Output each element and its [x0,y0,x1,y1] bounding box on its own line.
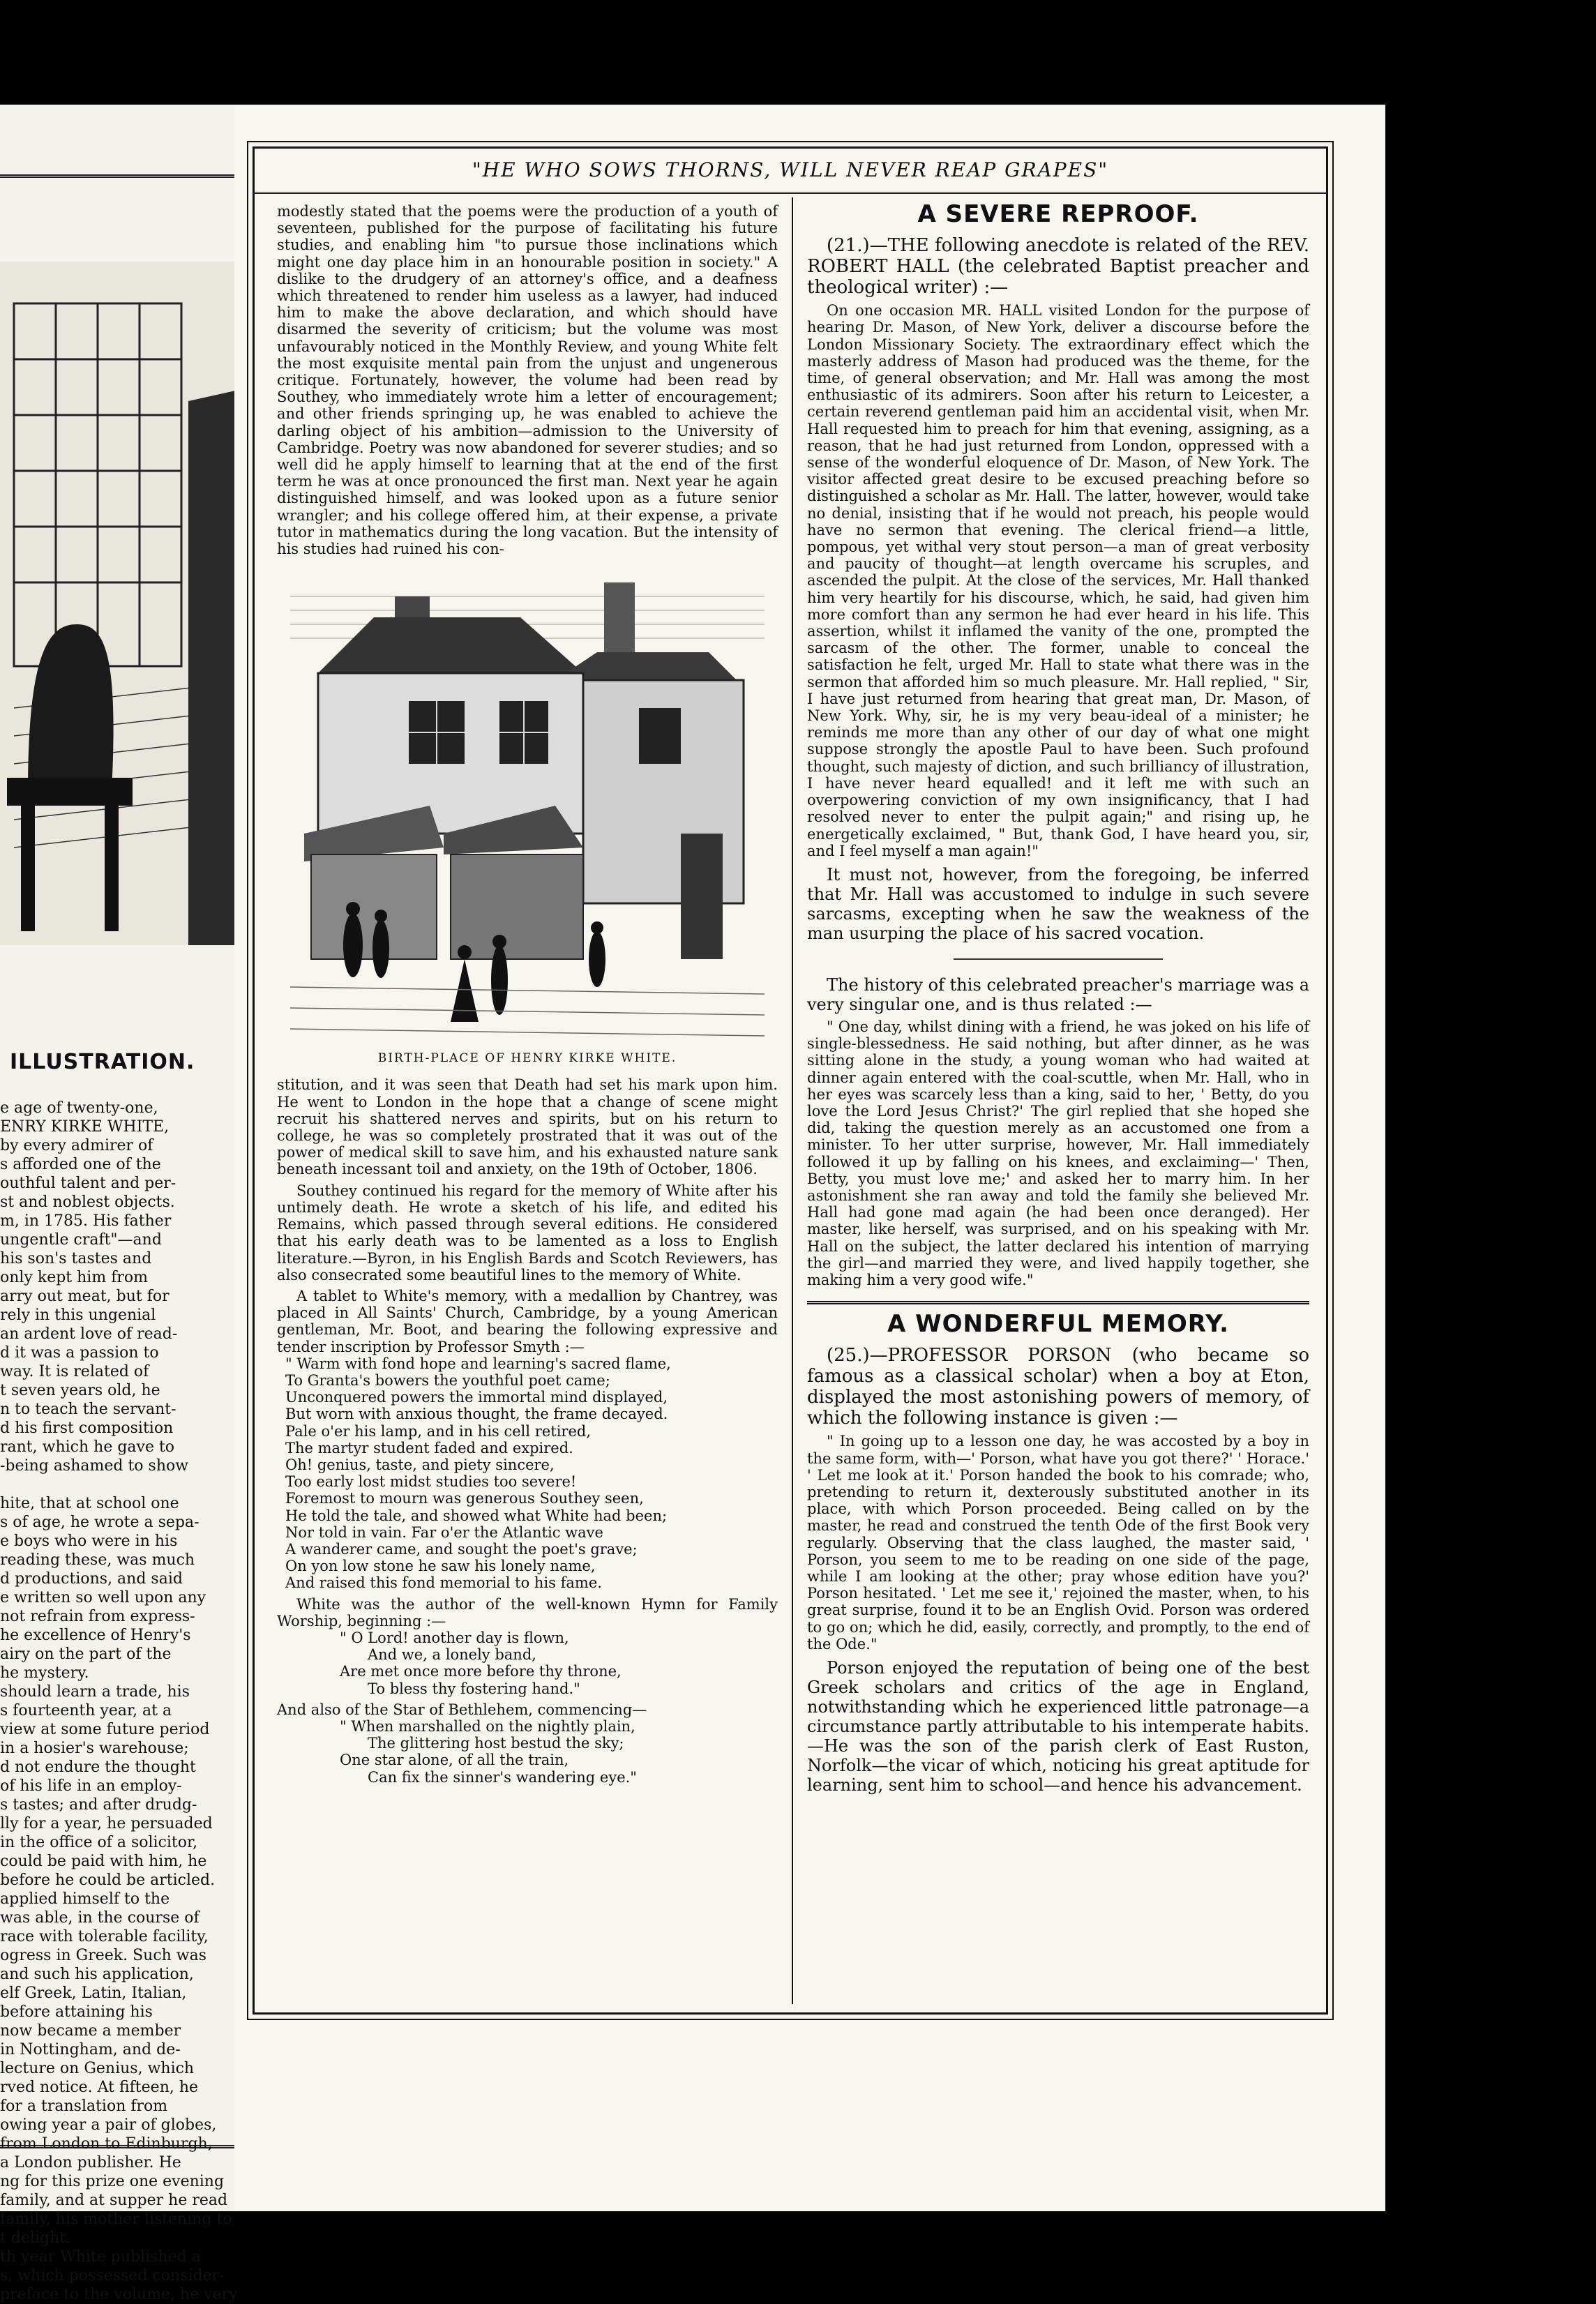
left-page-line: outhful talent and per- [0,1175,176,1192]
left-page-line: rant, which he gave to [0,1438,175,1456]
severe-reproof-story: On one occasion MR. HALL visited London for the purpose of hearing Dr. Mason, of New York, deliver a discourse before the London Missionary Society. The extraordinary effect which the masterly address of Mason had produced was the theme, for the time, of general observation; and Mr. Hall was among the most enthusiastic of its admirers. Soon after his return to Leicester, a certain reverend gentleman paid him an accidental visit, when Mr. Hall requested him to preach for him that evening, assigning, as a reason, that he had just returned from London, oppressed with a sense of the wonderful eloquence of Dr. Mason, of New York. The visitor affected great desire to be excused preaching before so distinguished a scholar as Mr. Hall. The latter, however, would take no denial, insisting that if he would not preach, his people would have no sermon that evening. The clerical friend—a little, pompous, yet withal very stout person—a man of great verbosity and paucity of thought—at length overcame his scruples, and ascended the pulpit. At the close of the services, Mr. Hall thanked him very heartily for his discourse, which, he said, had given him more comfort than any sermon he had ever heard in his life. This assertion, whilst it inflamed the vanity of the one, prompted the sarcasm of the other. The former, unable to conceal the satisfaction he felt, urged Mr. Hall to state what there was in the sermon that afforded him so much pleasure. Mr. Hall replied, " Sir, I have just returned from hearing that great man, Dr. Mason, of New York. Why, sir, he is my very beau-ideal of a minister; he reminds me more than any other of our day of what one might suppose strongly the apostle Paul to have been. Such profound thought, such majesty of diction, and such brilliancy of illustration, I have never heard equalled! and it left me with such an overpowering conviction of my own insignificancy, that I had resolved never to enter the pulpit again;" and rising up, he energetically exclaimed, " But, thank God, I have heard you, sir, and I feel myself a man again!" [807,302,1309,859]
white-bio-paragraph-2: stitution, and it was seen that Death had set his mark upon him. He went to London in the hope that a change of scene might recruit his shattered nerves and spirits, but on his return to college, he was so completely prostrated that it was out of the power of medical skill to save him, and his exhausted nature sank beneath incessant toil and anxiety, on the 19th of October, 1806. [277,1076,778,1178]
left-page-line: e age of twenty-one, [0,1099,158,1117]
poem-line: The martyr student faded and expired. [285,1439,573,1456]
left-page-line: before he could be articled. [0,1872,216,1889]
left-page-line: and such his application, [0,1966,194,1983]
birthplace-engraving [290,569,765,1043]
marriage-story: " One day, whilst dining with a friend, he was joked on his life of single-blessedness. He said nothing, but after dinner, as he was sitting alone in the study, a young woman who had waited at dinner again entered with the coal-scuttle, when Mr. Hall, who in her eyes was scarcely less than a king, said to her, ' Betty, do you love the Lord Jesus Christ?' The girl replied that she hoped she did, taking the question merely as an accustomed one from a minister. To her utter surprise, however, Mr. Hall immediately followed it up by falling on his knees, and exclaiming—' Then, Betty, you must love me;' and asked her to marry him. In her astonishment she ran away and told the family she believed Mr. Hall had gone mad again (he had been once deranged). Her master, like herself, was surprised, and on his speaking with Mr. Hall on the subject, the latter declared his intention of marrying the girl—and married they were, and lived happily together, she making him a very good wife." [807,1018,1309,1288]
left-page-heading: ILLUSTRATION. [10,1050,195,1074]
white-bio-paragraph-3: Southey continued his regard for the memory of White after his untimely death. He wrote a sketch of his life, and edited his Remains, which passed through several editions. He considered that his early death was to be lamented as a loss to English literature.—Byron, in his English Bards and Scotch Reviewers, has also consecrated some beautiful lines to the memory of White. [277,1182,778,1283]
left-page-line: d not endure the thought [0,1759,196,1776]
poem-line: And we, a lonely band, [368,1646,536,1664]
tablet-inscription-poem [285,1355,778,1592]
left-page-line: reading these, was much [0,1551,195,1569]
left-page-line: s fourteenth year, at a [0,1702,172,1719]
poem-line: Pale o'er his lamp, and in his cell retired, [285,1422,591,1440]
page-frame [253,146,1328,2015]
left-page-line: his son's tastes and [0,1250,152,1267]
engraving-caption: BIRTH-PLACE OF HENRY KIRKE WHITE. [377,1051,677,1066]
left-page-line: ogress in Greek. Such was [0,1947,207,1964]
poem-line: A wanderer came, and sought the poet's grave; [285,1540,638,1558]
left-page-line: s afforded one of the [0,1156,161,1173]
left-page-line: st and noblest objects. [0,1194,175,1211]
left-page-line: d it was a passion to [0,1344,159,1362]
section-divider [954,958,1163,960]
left-page-line: rely in this ungenial [0,1307,156,1324]
severe-reproof-lead: (21.)—THE following anecdote is related of the REV. ROBERT HALL (the celebrated Baptist preacher and theological writer) :— [807,235,1309,299]
poem-line: One star alone, of all the train, [340,1752,569,1769]
header-rule [255,192,1326,194]
star-of-bethlehem-poem [340,1718,778,1786]
left-page-line: -being ashamed to show [0,1457,189,1475]
severe-reproof-note: It must not, however, from the foregoing, be inferred that Mr. Hall was accustomed to indulge in such severe sarcasms, excepting when he saw the weakness of the man usurping the place of his sacred vocation. [807,864,1309,943]
left-page-line: was able, in the course of [0,1909,200,1927]
poem-line: The glittering host bestud the sky; [368,1735,624,1752]
left-page-line: d his first composition [0,1420,174,1437]
hymn-poem [340,1629,778,1697]
left-page-line: arry out meat, but for [0,1288,170,1305]
left-page-line: from London to Edinburgh, [0,2135,213,2153]
left-page-line: for a translation from [0,2098,168,2115]
left-page-line: d productions, and said [0,1570,183,1588]
left-page-line: in a hosier's warehouse; [0,1740,189,1757]
left-page-line: owing year a pair of globes, [0,2116,217,2134]
article-title-severe-reproof: A SEVERE REPROOF. [917,200,1199,228]
left-page-line: n to teach the servant- [0,1401,176,1418]
left-page-line: t delight. [0,2229,71,2247]
wonderful-memory-lead: (25.)—PROFESSOR PORSON (who became so famous as a classical scholar) when a boy at Eton, displayed the most astonishing powers of memory, of which the following instance is given :— [807,1345,1309,1429]
left-page-line: only kept him from [0,1269,148,1286]
left-page-line: of his life in an employ- [0,1777,182,1795]
white-bio-paragraph-1: modestly stated that the poems were the production of a youth of seventeen, published for the purpose of facilitating his future studies, and enabling him "to pursue those inclinations which might one day place him in an honourable position in society." A dislike to the drudgery of an attorney's office, and a deafness which threatened to render him useless as a lawyer, had induced him to make the above declaration, and which should have disarmed the severity of criticism; but the volume was most unfavourably noticed in the Monthly Review, and young White felt the most exquisite mental pain from the unjust and ungenerous critique. Fortunately, however, the volume had been read by Southey, who immediately wrote him a letter of encouragement; and other friends springing up, he was enabled to achieve the darling object of his ambition—admission to the University of Cambridge. Poetry was now abandoned for severer studies; and so well did he apply himself to learning that at the end of the first term he was at once pronounced the first man. Next year he again distinguished himself, and was looked upon as a future senior wrangler; and his college offered him, at their expense, a private tutor in mathematics during the long vacation. But the intensity of his studies had ruined his con- [277,203,778,558]
left-page-line: family, his mother listening to [0,2211,232,2228]
left-page-line: he excellence of Henry's [0,1627,191,1644]
poem-line: Too early lost midst studies too severe! [285,1473,577,1491]
left-page-line: not refrain from express- [0,1608,195,1625]
left-page-line: m, in 1785. His father [0,1212,172,1230]
left-column [277,203,778,1786]
star-of-bethlehem-intro: And also of the Star of Bethlehem, commencing— [277,1701,647,1718]
left-page-line: ENRY KIRKE WHITE, [0,1118,170,1136]
left-page-line: he mystery. [0,1664,89,1682]
left-page-line: in the office of a solicitor, [0,1834,198,1851]
left-page-line: preface to the volume, he very [0,2286,238,2303]
poem-line: To Granta's bowers the youthful poet came; [285,1371,610,1389]
left-page-line: now became a member [0,2022,181,2040]
left-page-line: in Nottingham, and de- [0,2041,181,2058]
poem-line: Foremost to mourn was generous Southey seen, [285,1490,644,1507]
left-page-line: s tastes; and after drudg- [0,1796,197,1814]
left-page-line: s, which possessed consider- [0,2267,225,2284]
left-page-frame [0,174,267,2303]
poem-line: To bless thy fostering hand." [368,1680,580,1697]
right-column [807,200,1309,1795]
left-page-line: lecture on Genius, which [0,2060,195,2077]
poem-line: " Warm with fond hope and learning's sacred flame, [285,1355,671,1372]
poem-line: Are met once more before thy throne, [340,1663,622,1680]
left-page-line: a London publisher. He [0,2154,181,2171]
left-page-line: elf Greek, Latin, Italian, [0,1985,187,2002]
left-page-line: e boys who were in his [0,1533,178,1550]
left-page-line: airy on the part of the [0,1646,172,1663]
poem-line: Nor told in vain. Far o'er the Atlantic wave [285,1523,603,1541]
wonderful-memory-note: Porson enjoyed the reputation of being one of the best Greek scholars and critics of the age in England, notwithstanding which he experienced little patronage—a circumstance partly attributable to his intemperate habits.—He was the son of the parish clerk of East Ruston, Norfolk—the vicar of which, noticing his great aptitude for learning, sent him to school—and hence his advancement. [807,1658,1309,1795]
wonderful-memory-story: " In going up to a lesson one day, he was accosted by a boy in the same form, with—' Porson, what have you got there?' ' Horace.' ' Let me look at it.' Porson handed the book to his comrade; who, pretending to return it, dexterously substituted another in its place, with which Porson proceeded. Being called on by the master, he read and construed the tenth Ode of the first Book very regularly. Observing that the class laughed, the master said, ' Porson, you seem to me to be reading on one side of the page, while I am looking at the other; pray whose edition have you?' Porson hesitated. ' Let me see it,' rejoined the master, when, to his great surprise, found it to be an English Ovid. Porson was ordered to go on; which he did, easily, correctly, and promptly, to the end of the Ode." [807,1433,1309,1652]
left-page-line: before attaining his [0,2003,153,2021]
left-page-line: rved notice. At fifteen, he [0,2079,199,2096]
left-page-line: th year White published a [0,2248,201,2266]
poem-line: " When marshalled on the nightly plain, [340,1717,635,1735]
left-page-line: should learn a trade, his [0,1683,190,1701]
poem-line: He told the tale, and showed what White had been; [285,1507,668,1524]
poem-line: Can fix the sinner's wandering eye." [368,1768,637,1786]
article-title-wonderful-memory: A WONDERFUL MEMORY. [887,1310,1229,1339]
left-page-line: by every admirer of [0,1137,153,1154]
left-page-line: s of age, he wrote a sepa- [0,1514,200,1531]
white-bio-paragraph-4: A tablet to White's memory, with a medallion by Chantrey, was placed in All Saints' Church, Cambridge, by a young American gentleman, Mr. Boot, and bearing the following expressive and tender inscription by Professor Smyth :— [277,1287,778,1355]
left-page-line: view at some future period [0,1721,210,1738]
left-page-line: family, and at supper he read [0,2192,228,2209]
left-page-line: ng for this prize one evening [0,2173,225,2190]
left-page-line: t seven years old, he [0,1382,160,1399]
article-divider [807,1301,1309,1304]
poem-line: On yon low stone he saw his lonely name, [285,1558,596,1575]
left-page-line: applied himself to the [0,1890,170,1908]
poem-line: And raised this fond memorial to his fame. [285,1574,602,1592]
left-page-line: e written so well upon any [0,1589,206,1606]
running-head: "HE WHO SOWS THORNS, WILL NEVER REAP GRAPES" [472,158,1109,181]
left-page-line [0,1475,251,1494]
hymn-intro: White was the author of the well-known Hymn for Family Worship, beginning :— [277,1595,778,1629]
left-page-line: way. It is related of [0,1363,149,1380]
left-page-text [0,1099,251,2304]
left-page-line: could be paid with him, he [0,1853,207,1870]
column-rule [792,197,793,2004]
poem-line: But worn with anxious thought, the frame decayed. [285,1406,668,1423]
interior-engraving [0,262,258,945]
left-page-line: ungentle craft"—and [0,1231,162,1249]
left-page-line: race with tolerable facility, [0,1928,209,1945]
left-page-line: lly for a year, he persuaded [0,1815,213,1832]
left-page-line: hite, that at school one [0,1495,179,1512]
poem-line: Unconquered powers the immortal mind displayed, [285,1389,668,1406]
poem-line: Oh! genius, taste, and piety sincere, [285,1456,555,1473]
marriage-intro: The history of this celebrated preacher's marriage was a very singular one, and is thus related :— [807,974,1309,1014]
left-page-line: an ardent love of read- [0,1325,178,1343]
poem-line: " O Lord! another day is flown, [340,1629,569,1646]
